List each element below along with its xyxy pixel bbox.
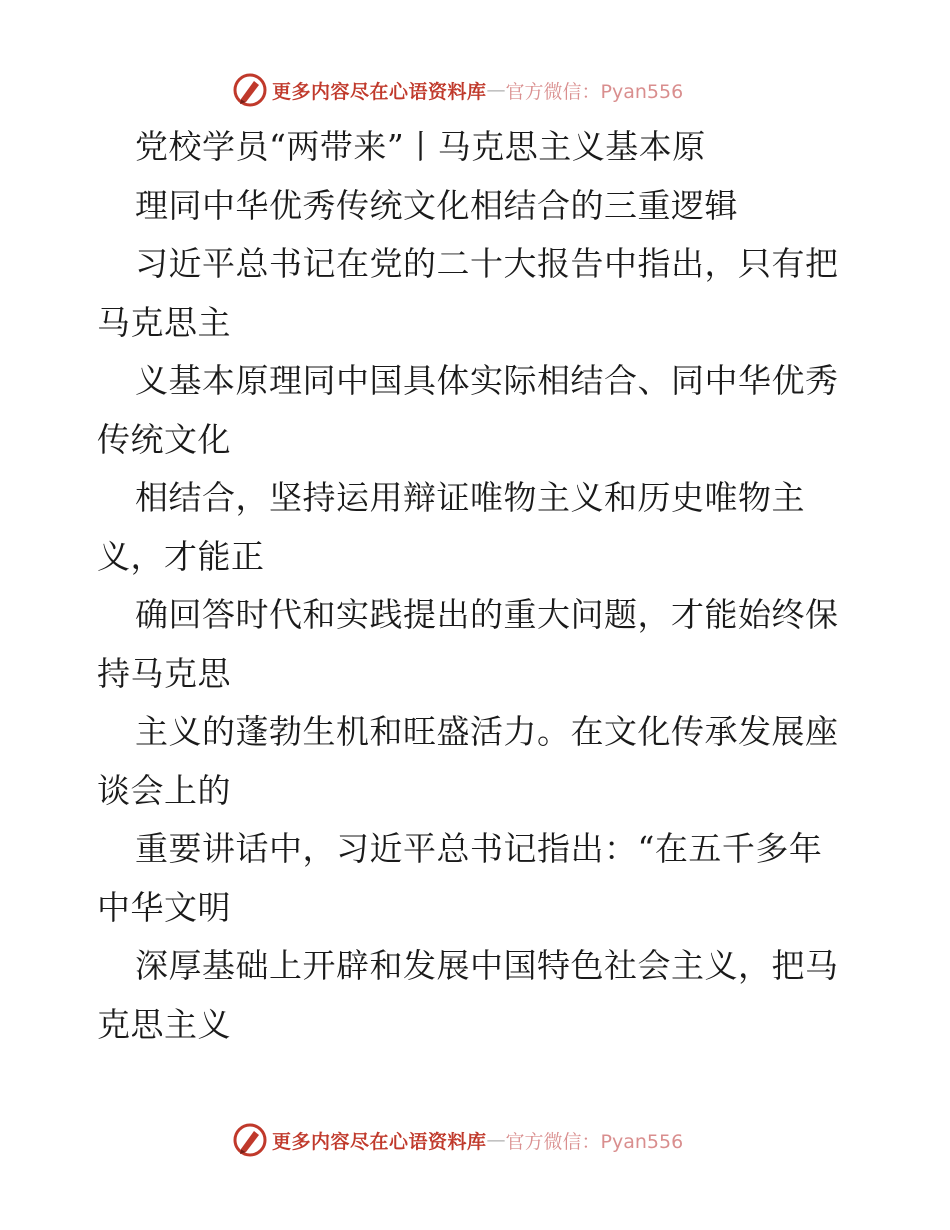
text-line: 谈会上的 <box>97 770 231 810</box>
footer-watermark <box>232 1120 752 1160</box>
text-line: 中华文明 <box>97 887 231 927</box>
body-text <box>97 118 857 1054</box>
watermark-main-text: 更多内容尽在心语资料库 <box>272 80 487 103</box>
text-line: 持马克思 <box>97 653 231 693</box>
pen-logo-icon <box>232 1122 268 1158</box>
text-line: 重要讲话中，习近平总书记指出：“在五千多年 <box>135 829 823 868</box>
text-line: 党校学员“两带来”丨马克思主义基本原 <box>135 127 706 166</box>
text-line: 深厚基础上开辟和发展中国特色社会主义，把马 <box>135 946 839 985</box>
text-line: 义，才能正 <box>97 536 265 576</box>
header-watermark <box>232 70 752 110</box>
text-line: 克思主义 <box>97 1004 231 1044</box>
text-line: 习近平总书记在党的二十大报告中指出，只有把 <box>135 244 839 283</box>
text-line: 义基本原理同中国具体实际相结合、同中华优秀 <box>135 361 839 400</box>
text-line: 传统文化 <box>97 419 231 459</box>
watermark-main-text: 更多内容尽在心语资料库 <box>272 1130 487 1153</box>
text-line: 主义的蓬勃生机和旺盛活力。在文化传承发展座 <box>135 712 839 751</box>
watermark-contact-text: 官方微信：Pyan556 <box>505 80 684 103</box>
text-line: 相结合，坚持运用辩证唯物主义和历史唯物主 <box>135 478 805 517</box>
pen-logo-icon <box>232 72 268 108</box>
text-line: 理同中华优秀传统文化相结合的三重逻辑 <box>135 185 738 225</box>
watermark-dash: — <box>486 1129 506 1151</box>
text-line: 确回答时代和实践提出的重大问题，才能始终保 <box>135 595 839 634</box>
text-line: 马克思主 <box>97 302 231 342</box>
watermark-contact-text: 官方微信：Pyan556 <box>505 1130 684 1153</box>
watermark-dash: — <box>486 79 506 101</box>
